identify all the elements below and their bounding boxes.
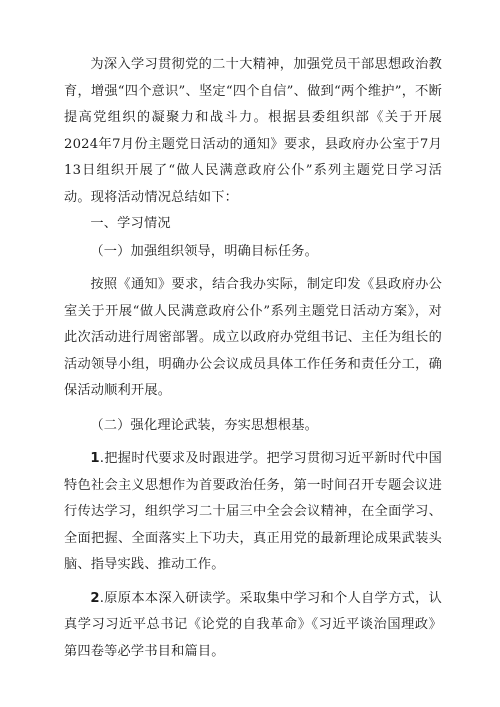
section-heading-study: 一、学习情况 <box>90 216 171 231</box>
item-1-number: 1 <box>90 451 100 466</box>
subsection-heading-leadership: （一）加强组织领导，明确目标任务。 <box>90 243 318 259</box>
item-2-paragraph <box>64 586 442 666</box>
item-1-paragraph <box>64 446 442 579</box>
item-2-number: 2 <box>90 590 100 606</box>
subsection-heading-theory: （二）强化理论武装，夯实思想根基。 <box>90 417 318 433</box>
item-2-text: .原原本本深入研读学。采取集中学习和个人自学方式，认真学习习近平总书记《论党的自我革命》《习近平谈治国理政》第四卷等必学书目和篇目。 <box>64 590 442 659</box>
item-1-text: .把握时代要求及时跟进学。把学习贯彻习近平新时代中国特色社会主义思想作为首要政治任务，第一时间召开专题会议进行传达学习，组织学习二十届三中全会会议精神，在全面学习、全面把握、全面落实上下功夫，真正用党的最新理论成果武装头脑、指导实践、推动工作。 <box>64 451 442 572</box>
leadership-paragraph: 按照《通知》要求，结合我办实际，制定印发《县政府办公室关于开展“做人民满意政府公仆”系列主题党日活动方案》，对此次活动进行周密部署。成立以政府办党组书记、主任为组长的活动领导小组，明确办公会议成员具体工作任务和责任分工，确保活动顺利开展。 <box>64 277 442 398</box>
intro-paragraph: 为深入学习贯彻党的二十大精神，加强党员干部思想政治教育，增强“四个意识”、坚定“四个自信”、做到“两个维护”，不断提高党组织的凝聚力和战斗力。根据县委组织部《关于开展2024年7月份主题党日活动的通知》要求，县政府办公室于7月13日组织开展了“做人民满意政府公仆”系列主题党日学习活动。现将活动情况总结如下： <box>64 57 442 205</box>
